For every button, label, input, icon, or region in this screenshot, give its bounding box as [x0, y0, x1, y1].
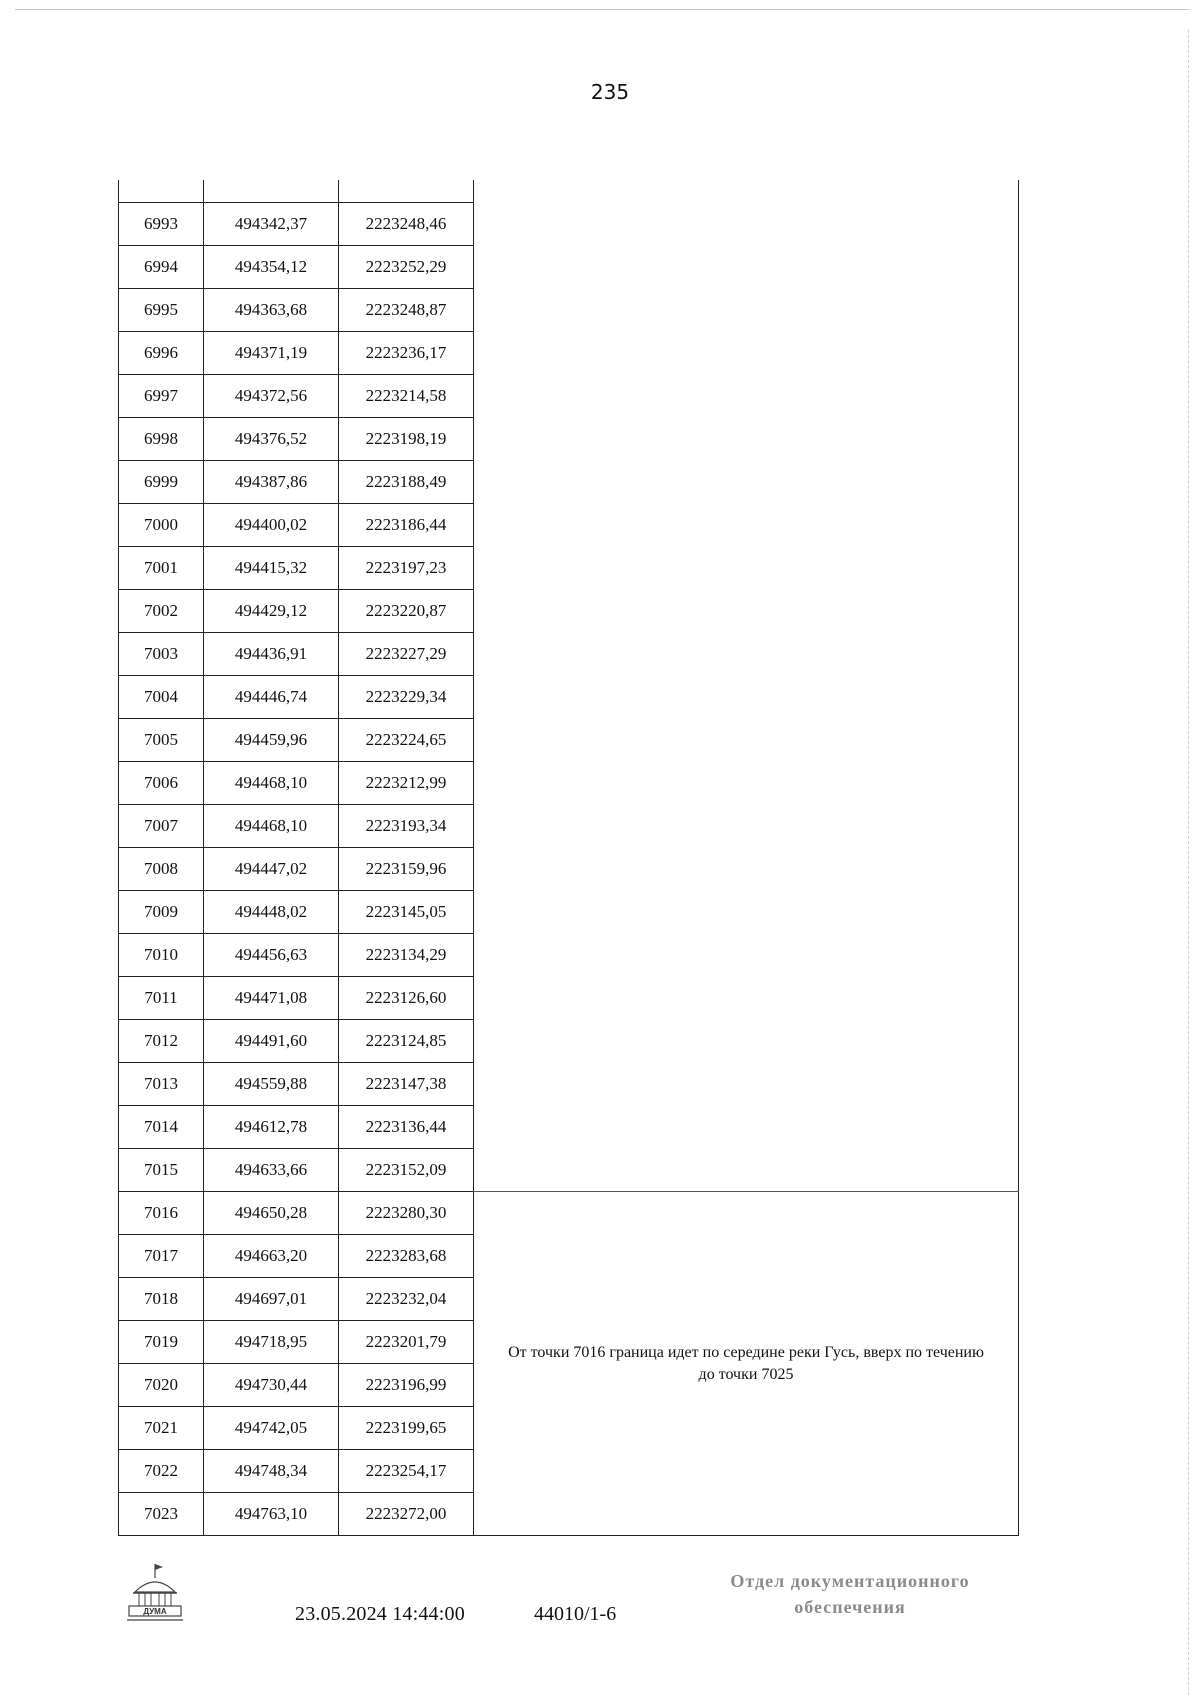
coordinates-table-body — [119, 180, 1019, 1536]
cell-y: 2223252,29 — [339, 246, 474, 289]
cell-x: 494415,32 — [204, 547, 339, 590]
cell-point: 7003 — [119, 633, 204, 676]
cell-point: 7013 — [119, 1063, 204, 1106]
cell-x: 494429,12 — [204, 590, 339, 633]
cell-point: 7005 — [119, 719, 204, 762]
cell-x: 494446,74 — [204, 676, 339, 719]
cell-point: 7001 — [119, 547, 204, 590]
cell-x: 494742,05 — [204, 1407, 339, 1450]
cell-y: 2223136,44 — [339, 1106, 474, 1149]
cell-y: 2223227,29 — [339, 633, 474, 676]
cell-x: 494748,34 — [204, 1450, 339, 1493]
cell-point: 6998 — [119, 418, 204, 461]
cell-point: 7011 — [119, 977, 204, 1020]
cell-point: 7020 — [119, 1364, 204, 1407]
stamp-datetime: 23.05.2024 14:44:00 — [295, 1603, 465, 1625]
boundary-description: От точки 7016 граница идет по середине реки Гусь, вверх по течению до точки 7025 — [474, 1192, 1019, 1536]
cell-y: 2223198,19 — [339, 418, 474, 461]
cell-y: 2223199,65 — [339, 1407, 474, 1450]
cell-x: 494491,60 — [204, 1020, 339, 1063]
cell-y: 2223272,00 — [339, 1493, 474, 1536]
cell-x: 494633,66 — [204, 1149, 339, 1192]
cell-point: 6996 — [119, 332, 204, 375]
cell-point: 7008 — [119, 848, 204, 891]
scan-top-edge — [15, 9, 1190, 10]
cell-x: 494436,91 — [204, 633, 339, 676]
cell-y: 2223214,58 — [339, 375, 474, 418]
stub-cell-x — [204, 180, 339, 203]
cell-point: 7017 — [119, 1235, 204, 1278]
cell-x: 494371,19 — [204, 332, 339, 375]
cell-x: 494612,78 — [204, 1106, 339, 1149]
cell-x: 494559,88 — [204, 1063, 339, 1106]
cell-point: 7000 — [119, 504, 204, 547]
cell-point: 7007 — [119, 805, 204, 848]
cell-y: 2223152,09 — [339, 1149, 474, 1192]
cell-y: 2223248,46 — [339, 203, 474, 246]
cell-y: 2223145,05 — [339, 891, 474, 934]
cell-y: 2223283,68 — [339, 1235, 474, 1278]
cell-y: 2223147,38 — [339, 1063, 474, 1106]
cell-point: 6997 — [119, 375, 204, 418]
cell-x: 494342,37 — [204, 203, 339, 246]
cell-x: 494763,10 — [204, 1493, 339, 1536]
cell-y: 2223124,85 — [339, 1020, 474, 1063]
cell-point: 7006 — [119, 762, 204, 805]
cell-y: 2223193,34 — [339, 805, 474, 848]
cell-point: 7009 — [119, 891, 204, 934]
cell-point: 7015 — [119, 1149, 204, 1192]
cell-y: 2223254,17 — [339, 1450, 474, 1493]
cell-y: 2223196,99 — [339, 1364, 474, 1407]
stamp-document-id: 44010/1-6 — [534, 1603, 617, 1625]
svg-text:ДУМА: ДУМА — [143, 1607, 167, 1616]
cell-x: 494363,68 — [204, 289, 339, 332]
table-row — [119, 1192, 1019, 1235]
cell-x: 494468,10 — [204, 762, 339, 805]
cell-x: 494456,63 — [204, 934, 339, 977]
cell-point: 7004 — [119, 676, 204, 719]
cell-point: 7012 — [119, 1020, 204, 1063]
cell-point: 7023 — [119, 1493, 204, 1536]
cell-x: 494354,12 — [204, 246, 339, 289]
cell-point: 6993 — [119, 203, 204, 246]
cell-point: 7010 — [119, 934, 204, 977]
cell-y: 2223280,30 — [339, 1192, 474, 1235]
cell-x: 494400,02 — [204, 504, 339, 547]
cell-y: 2223220,87 — [339, 590, 474, 633]
cell-point: 7019 — [119, 1321, 204, 1364]
cell-point: 6999 — [119, 461, 204, 504]
cell-point: 6994 — [119, 246, 204, 289]
cell-y: 2223229,34 — [339, 676, 474, 719]
cell-x: 494730,44 — [204, 1364, 339, 1407]
cell-point: 7014 — [119, 1106, 204, 1149]
department-line-1: Отдел документационного — [730, 1571, 970, 1591]
cell-point: 7016 — [119, 1192, 204, 1235]
cell-x: 494387,86 — [204, 461, 339, 504]
cell-point: 7022 — [119, 1450, 204, 1493]
cell-x: 494468,10 — [204, 805, 339, 848]
cell-x: 494663,20 — [204, 1235, 339, 1278]
cell-x: 494447,02 — [204, 848, 339, 891]
cell-x: 494718,95 — [204, 1321, 339, 1364]
cell-x: 494376,52 — [204, 418, 339, 461]
cell-x: 494372,56 — [204, 375, 339, 418]
cell-x: 494650,28 — [204, 1192, 339, 1235]
cell-y: 2223212,99 — [339, 762, 474, 805]
scan-right-edge — [1188, 30, 1189, 1695]
cell-x: 494471,08 — [204, 977, 339, 1020]
department-line-2: обеспечения — [794, 1597, 906, 1617]
cell-y: 2223159,96 — [339, 848, 474, 891]
page-number: 235 — [590, 80, 630, 104]
cell-x: 494697,01 — [204, 1278, 339, 1321]
stub-cell-point — [119, 180, 204, 203]
duma-seal-logo — [125, 1562, 185, 1624]
cell-y: 2223224,65 — [339, 719, 474, 762]
cell-point: 7021 — [119, 1407, 204, 1450]
stub-cell-y — [339, 180, 474, 203]
department-stamp — [690, 1568, 1010, 1620]
cell-y: 2223134,29 — [339, 934, 474, 977]
cell-point: 7002 — [119, 590, 204, 633]
cell-y: 2223248,87 — [339, 289, 474, 332]
coordinates-table — [118, 180, 1019, 1536]
cell-y: 2223236,17 — [339, 332, 474, 375]
cell-y: 2223232,04 — [339, 1278, 474, 1321]
cell-y: 2223197,23 — [339, 547, 474, 590]
cell-y: 2223126,60 — [339, 977, 474, 1020]
description-cell-previous — [474, 180, 1019, 1192]
cell-point: 7018 — [119, 1278, 204, 1321]
table-continuation-row — [119, 180, 1019, 203]
cell-y: 2223201,79 — [339, 1321, 474, 1364]
cell-x: 494459,96 — [204, 719, 339, 762]
cell-y: 2223186,44 — [339, 504, 474, 547]
cell-point: 6995 — [119, 289, 204, 332]
cell-y: 2223188,49 — [339, 461, 474, 504]
cell-x: 494448,02 — [204, 891, 339, 934]
